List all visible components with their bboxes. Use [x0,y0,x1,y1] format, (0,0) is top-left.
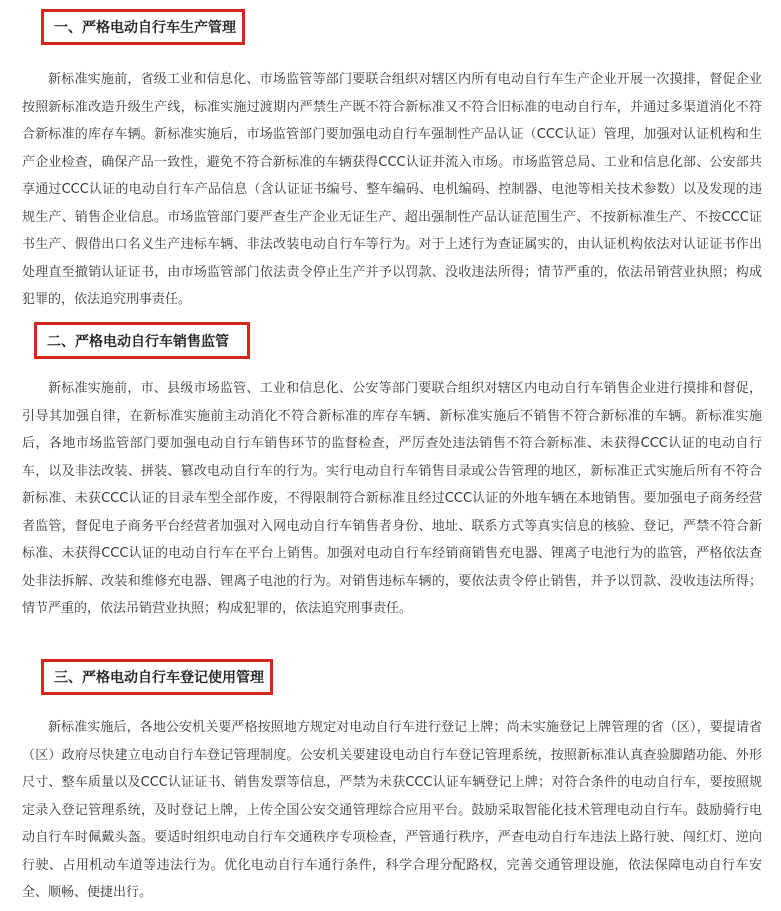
section-body-registration: 新标准实施后，各地公安机关要严格按照地方规定对电动自行车进行登记上牌；尚未实施登记上牌管理的省（区），要提请省（区）政府尽快建立电动自行车登记管理制度。公安机关要建设电动自行车登记管理系统，按照新标准认真查验脚踏功能、外形尺寸、整车质量以及CCC认证证书、销售发票等信息，严禁为未获CCC认证车辆登记上牌；对符合条件的电动自行车，要按照规定录入登记管理系统，及时登记上牌，上传全国公安交通管理综合应用平台。鼓励采取智能化技术管理电动自行车。鼓励骑行电动自行车时佩戴头盔。要适时组织电动自行车交通秩序专项检查，严管通行秩序，严查电动自行车违法上路行驶、闯红灯、逆向行驶、占用机动车道等违法行为。优化电动自行车通行条件，科学合理分配路权，完善交通管理设施，依法保障电动自行车安全、顺畅、便捷出行。 [22,720,762,900]
section-heading-sales: 二、严格电动自行车销售监管 [34,322,250,359]
section-body-production: 新标准实施前，省级工业和信息化、市场监管等部门要联合组织对辖区内所有电动自行车生产企业开展一次摸排，督促企业按照新标准改造升级生产线，标准实施过渡期内严禁生产既不符合新标准又不符合旧标准的电动自行车，并通过多渠道消化不符合新标准的库存车辆。新标准实施后，市场监管部门要加强电动自行车强制性产品认证（CCC认证）管理，加强对认证机构和生产企业检查，确保产品一致性，避免不符合新标准的车辆获得CCC认证并流入市场。市场监管总局、工业和信息化部、公安部共享通过CCC认证的电动自行车产品信息（含认证证书编号、整车编码、电机编码、控制器、电池等相关技术参数）以及发现的违规生产、销售企业信息。市场监管部门要严查生产企业无证生产、超出强制性产品认证范围生产、不按新标准生产、不按CCC证书生产、假借出口名义生产违标车辆、非法改装电动自行车等行为。对于上述行为查证属实的，由认证机构依法对认证证书作出处理直至撤销认证证书，由市场监管部门依法责令停止生产并予以罚款、没收违法所得；情节严重的，依法吊销营业执照；构成犯罪的，依法追究刑事责任。 [22,72,762,307]
section-heading-production: 一、严格电动自行车生产管理 [41,9,245,45]
section-body-sales: 新标准实施前，市、县级市场监管、工业和信息化、公安等部门要联合组织对辖区内电动自行车销售企业进行摸排和督促，引导其加强自律，在新标准实施前主动消化不符合新标准的库存车辆、新标准实施后不销售不符合新标准的车辆。新标准实施后，各地市场监管部门要加强电动自行车销售环节的监督检查，严厉查处违法销售不符合新标准、未获得CCC认证的电动自行车，以及非法改装、拼装、篡改电动自行车的行为。实行电动自行车销售目录或公告管理的地区，新标准正式实施后所有不符合新标准、未获CCC认证的目录车型全部作废，不得限制符合新标准且经过CCC认证的外地车辆在本地销售。要加强电子商务经营者监管，督促电子商务平台经营者加强对入网电动自行车销售者身份、地址、联系方式等真实信息的核验、登记，严禁不符合新标准、未获得CCC认证的电动自行车在平台上销售。加强对电动自行车经销商销售充电器、锂离子电池行为的监管，严格依法查处非法拆解、改装和维修充电器、锂离子电池的行为。对销售违标车辆的，要依法责令停止销售，并予以罚款、没收违法所得；情节严重的，依法吊销营业执照；构成犯罪的，依法追究刑事责任。 [22,381,762,616]
section-heading-registration: 三、严格电动自行车登记使用管理 [41,659,273,695]
